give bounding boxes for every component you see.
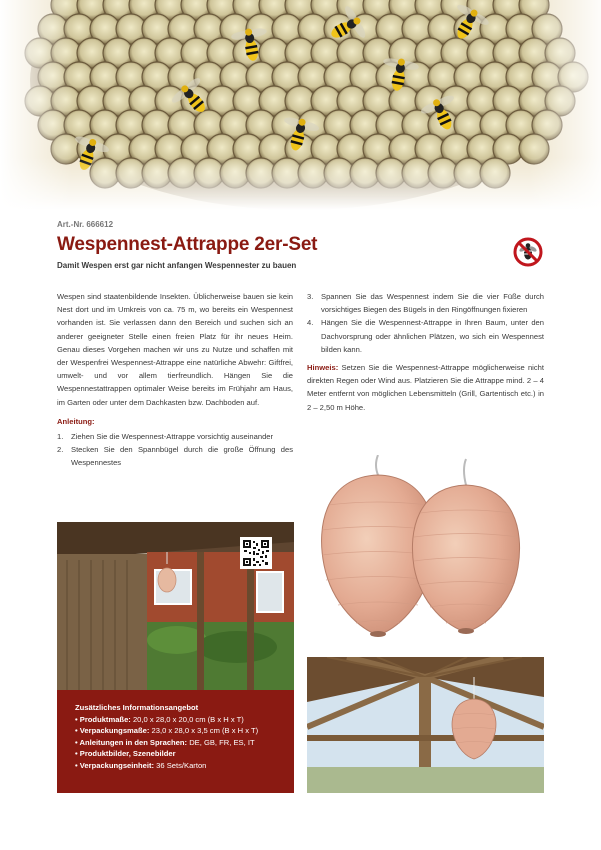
- hint-text: Setzen Sie die Wespennest-Attrappe möglicherweise nicht direkten Regen oder Wind aus. Platzieren Sie die Attrappe mind. 2 – 4 Meter entfernt von möglichen Lebensmitteln (Grill, Gartentisch etc.) in 2 – 2,50 m Höhe.: [307, 363, 544, 412]
- instructions-heading: Anleitung:: [57, 416, 95, 426]
- hint-paragraph: [307, 361, 544, 414]
- page-subtitle: Damit Wespen erst gar nicht anfangen Wespennester zu bauen: [57, 261, 297, 270]
- info-row: • Produktbilder, Szenebilder: [75, 749, 176, 759]
- gazebo-scene-photo: [307, 657, 544, 793]
- no-wasp-icon: [513, 237, 543, 267]
- info-row: • Verpackungseinheit: 36 Sets/Karton: [75, 760, 207, 770]
- intro-text: Wespen sind staatenbildende Insekten. Üblicherweise bauen sie kein Nest dort und im Umkreis von ca. 75 m, wo bereits ein Wespennest vorhanden ist. Sie verlassen dann den Bereich und suchen sich an anderer geeigneter Stelle einen freien Platz für ihr neues Heim. Genau dieses Vorgehen machen wir uns zu Nutze und schaffen mit der Wespenfrei Wespennest-Attrappe eine natürliche Abwehr: Giftfrei, umwelt- und vor allem tierfreundlich. Hängen Sie die Wespennestattrappen optimaler Weise bereits im Frühjahr am Haus, im Garten oder unter dem Dachkasten bzw. Dachboden auf.: [57, 292, 293, 407]
- page-title: Wespennest-Attrappe 2er-Set: [57, 234, 318, 255]
- list-item: 2. Stecken Sie den Spannbügel durch die große Öffnung des Wespennestes: [57, 445, 293, 468]
- wasp-nest-illustration: [0, 0, 601, 210]
- info-row: • Produktmaße: 20,0 x 28,0 x 20,0 cm (B x H x T): [75, 714, 244, 724]
- left-column: [57, 290, 293, 470]
- article-number: Art.-Nr. 666612: [57, 220, 114, 229]
- instructions-list-part2: [307, 290, 544, 356]
- instructions-list-part1: [57, 430, 293, 470]
- info-row: • Anleitungen in den Sprachen: DE, GB, FR, ES, IT: [75, 737, 255, 747]
- list-item: 1. Ziehen Sie die Wespennest-Attrappe vorsichtig auseinander: [57, 432, 274, 442]
- hint-label: Hinweis:: [307, 363, 339, 373]
- right-column: [307, 290, 544, 414]
- list-item: 4. Hängen Sie die Wespennest-Attrappe in Ihren Baum, unter den Dachvorsprung oder ähnlichen Plätzen, wo sich ein Wespennest bilden kann.: [307, 318, 544, 354]
- hero-image-wasp-nest: [0, 0, 601, 210]
- info-box: [57, 690, 294, 793]
- qr-code[interactable]: [240, 537, 272, 569]
- list-item: 3. Spannen Sie das Wespennest indem Sie die vier Füße durch vorsichtiges Biegen des Bügels in den Ringöffnungen fixieren: [307, 292, 544, 315]
- product-image-wasp-nest-decoys: [316, 455, 536, 650]
- info-row: • Verpackungsmaße: 23,0 x 28,0 x 3,5 cm (B x H x T): [75, 726, 259, 736]
- info-title: Zusätzliches Informationsangebot: [75, 703, 199, 712]
